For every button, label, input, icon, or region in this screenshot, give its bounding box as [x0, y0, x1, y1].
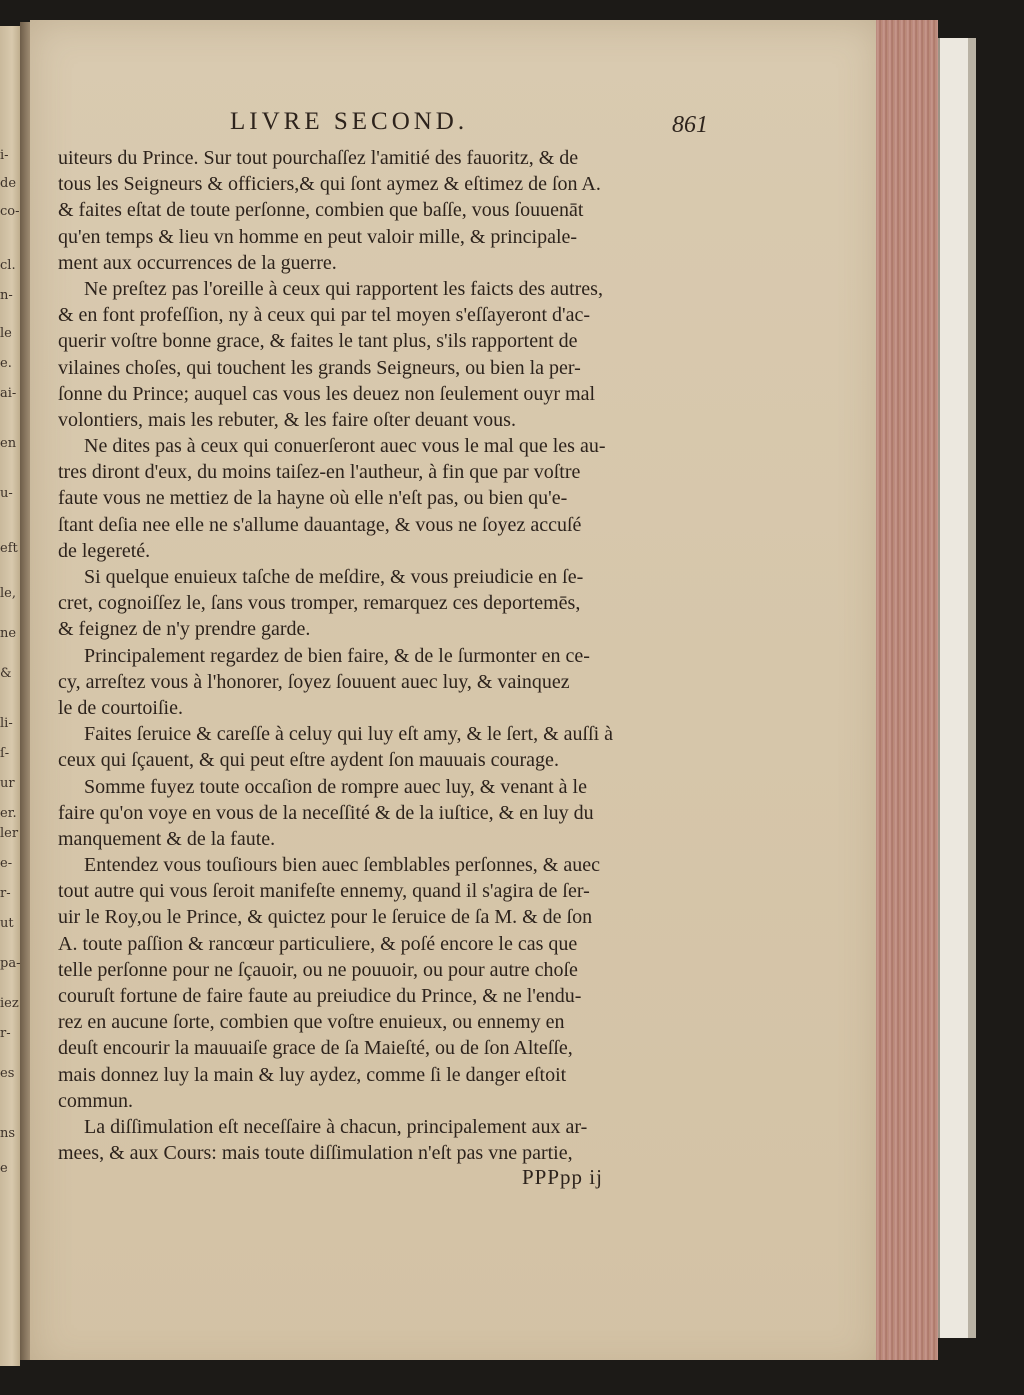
- text-line: cy, arreſtez vous à l'honorer, ſoyez ſouuent auec luy, & vainquez: [58, 670, 570, 693]
- left-page-fragment: ut: [0, 916, 14, 931]
- text-line: Principalement regardez de bien faire, & de le ſurmonter en ce-: [84, 644, 590, 667]
- text-line: ſtant deſia nee elle ne s'allume dauantage, & vous ne ſoyez accuſé: [58, 513, 582, 536]
- left-page-fragment: e: [0, 1161, 8, 1176]
- text-line: faute vous ne mettiez de la hayne où elle n'eſt pas, ou bien qu'e-: [58, 487, 568, 510]
- left-page-fragment: &: [0, 666, 12, 681]
- text-line: le de courtoiſie.: [58, 696, 183, 719]
- text-line: commun.: [58, 1089, 133, 1112]
- bottom-shadow: [20, 1360, 880, 1395]
- text-line: Ne preſtez pas l'oreille à ceux qui rapportent les faicts des autres,: [84, 277, 603, 300]
- text-line: de legereté.: [58, 539, 151, 562]
- left-page-fragment: ns: [0, 1126, 16, 1141]
- text-line: volontiers, mais les rebuter, & les faire oſter deuant vous.: [58, 408, 516, 431]
- left-page-fragment: de: [0, 176, 17, 191]
- text-line: & faites eſtat de toute perſonne, combien que baſſe, vous ſouuenāt: [58, 199, 584, 222]
- text-line: telle perſonne pour ne ſçauoir, ou ne pouuoir, ou pour autre choſe: [58, 958, 578, 981]
- left-page-fragment: le: [0, 326, 12, 341]
- left-page-fragment: n-: [0, 288, 13, 303]
- text-line: Somme fuyez toute occaſion de rompre auec luy, & venant à le: [84, 775, 587, 798]
- text-line: couruſt fortune de faire faute au preiudice du Prince, & ne l'endu-: [58, 985, 582, 1007]
- text-line: ceux qui ſçauent, & qui peut eſtre aydent ſon mauuais courage.: [58, 749, 559, 772]
- left-page-fragment: iez: [0, 996, 19, 1011]
- text-line: Ne dites pas à ceux qui conuerſeront auec vous le mal que les au-: [84, 435, 606, 458]
- text-line: Entendez vous touſiours bien auec ſemblables perſonnes, & auec: [84, 854, 600, 877]
- text-line: rez en aucune ſorte, combien que voſtre enuieux, ou ennemy en: [58, 1011, 565, 1034]
- left-page-fragment: en: [0, 436, 17, 451]
- text-line: Faites ſeruice & careſſe à celuy qui luy eſt amy, & le ſert, & auſſi à: [84, 723, 614, 746]
- body-text: [58, 145, 718, 1166]
- left-page-fragment: pa-: [0, 956, 20, 971]
- text-line: ſonne du Prince; auquel cas vous les deuez non ſeulement ouyr mal: [58, 382, 596, 405]
- text-line: cret, cognoiſſez le, ſans vous tromper, remarquez ces deportemēs,: [58, 592, 581, 615]
- left-page-fragment: ai-: [0, 386, 17, 401]
- left-page-fragment: r-: [0, 886, 11, 901]
- text-line: qu'en temps & lieu vn homme en peut valoir mille, & principale-: [58, 225, 578, 248]
- left-page-fragment: i-: [0, 148, 9, 163]
- text-line: deuſt encourir la mauuaiſe grace de ſa Maieſté, ou de ſon Alteſſe,: [58, 1037, 573, 1060]
- page-fore-edge: [876, 20, 938, 1360]
- text-line: La diſſimulation eſt neceſſaire à chacun, principalement aux ar-: [84, 1115, 588, 1138]
- text-line: & en font profeſſion, ny à ceux qui par tel moyen s'eſſayeront d'ac-: [58, 304, 591, 327]
- text-line: mees, & aux Cours: mais toute diſſimulation n'eſt pas vne partie,: [58, 1142, 573, 1165]
- text-line: querir voſtre bonne grace, & faites le tant plus, s'ils rapportent de: [58, 330, 578, 353]
- text-line: tres diront d'eux, du moins taiſez-en l'autheur, à fin que par voſtre: [58, 461, 581, 484]
- cover-shadow: [968, 38, 976, 1338]
- text-line: vilaines choſes, qui touchent les grands Seigneurs, ou bien la per-: [58, 356, 581, 379]
- book-cover-board: [938, 38, 970, 1338]
- signature-mark: PPPpp ij: [522, 1165, 603, 1189]
- text-line: tous les Seigneurs & officiers,& qui ſont aymez & eſtimez de ſon A.: [58, 173, 601, 196]
- text-line: & feignez de n'y prendre garde.: [58, 618, 311, 641]
- left-page-fragment: ler: [0, 826, 19, 841]
- text-line: Si quelque enuieux taſche de meſdire, & vous preiudicie en ſe-: [84, 566, 584, 588]
- left-page-fragment: co-: [0, 204, 20, 219]
- text-line: faire qu'on voye en vous de la neceſſité & de la iuſtice, & en luy du: [58, 801, 594, 824]
- text-line: uiteurs du Prince. Sur tout pourchaſſez l'amitié des fauoritz, & de: [58, 147, 579, 169]
- left-page-fragment: li-: [0, 716, 13, 731]
- left-page-fragment: le,: [0, 586, 16, 601]
- left-page-fragment: eft: [0, 541, 18, 556]
- left-page-fragment: ſ-: [0, 746, 10, 761]
- text-line: A. toute paſſion & rancœur particuliere, & poſé encore le cas que: [58, 932, 578, 955]
- text-line: mais donnez luy la main & luy aydez, comme ſi le danger eſtoit: [58, 1063, 567, 1086]
- page-number: 861: [672, 112, 708, 138]
- text-line: manquement & de la faute.: [58, 827, 276, 850]
- left-page-fragment: ur: [0, 776, 15, 791]
- left-page-fragment: cl.: [0, 258, 16, 273]
- left-page-fragment: ne: [0, 626, 17, 641]
- running-head: LIVRE SECOND.: [230, 108, 469, 135]
- left-page-fragment: e-: [0, 856, 13, 871]
- left-page-fragment: r-: [0, 1026, 11, 1041]
- left-page-fragment: es: [0, 1066, 15, 1081]
- left-page-fragment: er.: [0, 806, 17, 821]
- left-page-edge: [0, 26, 20, 1366]
- text-line: ment aux occurrences de la guerre.: [58, 251, 337, 274]
- left-page-fragment: e.: [0, 356, 12, 371]
- left-page-fragment: u-: [0, 486, 13, 501]
- text-line: uir le Roy,ou le Prince, & quictez pour le ſeruice de ſa M. & de ſon: [58, 906, 593, 929]
- text-line: tout autre qui vous ſeroit manifeſte ennemy, quand il s'agira de ſer-: [58, 880, 590, 903]
